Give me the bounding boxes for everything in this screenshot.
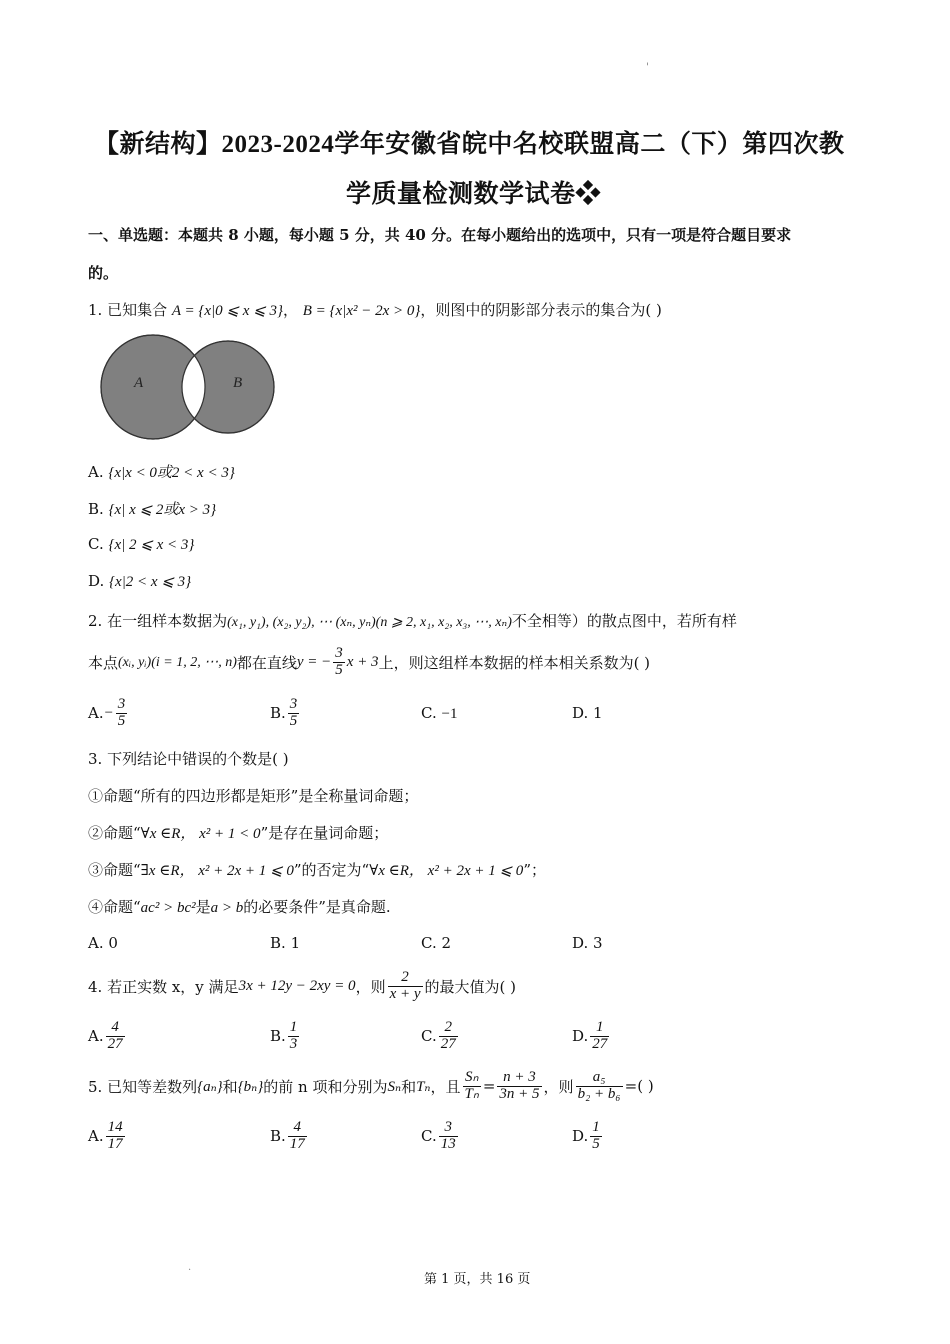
q5-option-d: D. $\frac{1}{5}$ — [572, 1118, 600, 1152]
q1-option-a: A. {x|x < 0或2 < x < 3} — [88, 463, 235, 481]
q3-option-d: D. 3 — [572, 934, 603, 952]
q4-option-a: A. $\frac{4}{27}$ — [88, 1018, 123, 1052]
q3-option-a: A. 0 — [88, 934, 118, 952]
q3-statement-1: ①命题“所有的四边形都是矩形”是全称量词命题； — [88, 787, 419, 805]
venn-diagram — [84, 334, 284, 444]
page-title-line2: 学质量检测数学试卷❖ — [346, 181, 602, 208]
q1-option-d: D. {x|2 < x ⩽ 3} — [88, 572, 192, 590]
q2-option-a: A. − $\frac{3}{5}$ — [88, 695, 126, 729]
section1-heading-line2: 的。 — [88, 264, 119, 282]
q5-option-b: B. $\frac{4}{17}$ — [270, 1118, 305, 1152]
q1-option-b: B. {x| x ⩽ 2或x > 3} — [88, 500, 217, 518]
q2-option-c: C. −1 — [421, 704, 458, 722]
page-footer: 第 1 页，共 16 页 — [424, 1272, 531, 1287]
question-1-stem: 1. 已知集合 A = {x|0 ⩽ x ⩽ 3}， B = {x|x² − 2x > 0}，则图中的阴影部分表示的集合为( ) — [88, 301, 662, 319]
q5-option-c: C. $\frac{3}{13}$ — [421, 1118, 456, 1152]
question-5-stem: 5. 已知等差数列 {aₙ} 和 {bₙ} 的前 n 项和分别为 Sₙ 和 Tₙ ，且 $\frac{\text{Sₙ}}{\text{Tₙ}}$ = $\frac{n + 3}{3n + 5}$ ，则 $\frac{\text{a₅}}{\text{b₂ + b₆}}$ =( ) — [88, 1068, 654, 1102]
q3-statement-2: ②命题“∀x ∈R， x² + 1 < 0”是存在量词命题； — [88, 824, 389, 842]
q5-option-a: A. $\frac{14}{17}$ — [88, 1118, 123, 1152]
q3-option-b: B. 1 — [270, 934, 301, 952]
venn-label-b: B — [233, 375, 243, 391]
q3-statement-3: ③命题“∃x ∈R， x² + 2x + 1 ⩽ 0”的否定为“∀x ∈R， x² + 2x + 1 ⩽ 0”； — [88, 861, 546, 879]
question-2-line2: 本点 (xᵢ, yᵢ)(i = 1, 2, ⋯, n) 都在直线 y = − $\frac{3}{5}$ x + 3 上，则这组样本数据的样本相关系数为( ) — [88, 644, 651, 678]
q4-option-c: C. $\frac{2}{27}$ — [421, 1018, 456, 1052]
q3-statement-4: ④命题“ac² > bc²是a > b的必要条件”是真命题. — [88, 898, 391, 916]
q2-option-d: D. 1 — [572, 704, 603, 722]
q2-slope-fraction: $\frac{3}{5}$ — [335, 644, 343, 678]
q4-option-d: D. $\frac{1}{27}$ — [572, 1018, 608, 1052]
q1-option-c: C. {x| 2 ⩽ x < 3} — [88, 535, 195, 553]
question-2-line1: 2. 在一组样本数据为(x₁, y₁), (x₂, y₂), ⋯ (xₙ, yₙ)(n ⩾ 2, x₁, x₂, x₃, ⋯, xₙ)不全相等）的散点图中，若所有样 — [88, 612, 737, 630]
q2-option-b: B. $\frac{3}{5}$ — [270, 695, 298, 729]
footer-dot: . — [188, 1262, 192, 1273]
q4-option-b: B. $\frac{1}{3}$ — [270, 1018, 298, 1052]
venn-label-a: A — [134, 375, 144, 391]
question-3-stem: 3. 下列结论中错误的个数是( ) — [88, 750, 289, 768]
q3-option-c: C. 2 — [421, 934, 452, 952]
page-title-line1: 【新结构】2023-2024学年安徽省皖中名校联盟高二（下）第四次教 — [94, 131, 845, 158]
section1-heading-line1: 一、单选题：本题共 8 小题，每小题 5 分，共 40 分。在每小题给出的选项中，只有一项是符合题目要求 — [88, 226, 792, 244]
question-4-stem: 4. 若正实数 x，y 满足 3x + 12y − 2xy = 0 ，则 $\frac{2}{x + y}$ 的最大值为( ) — [88, 968, 516, 1002]
header-mark: ' — [646, 62, 649, 73]
